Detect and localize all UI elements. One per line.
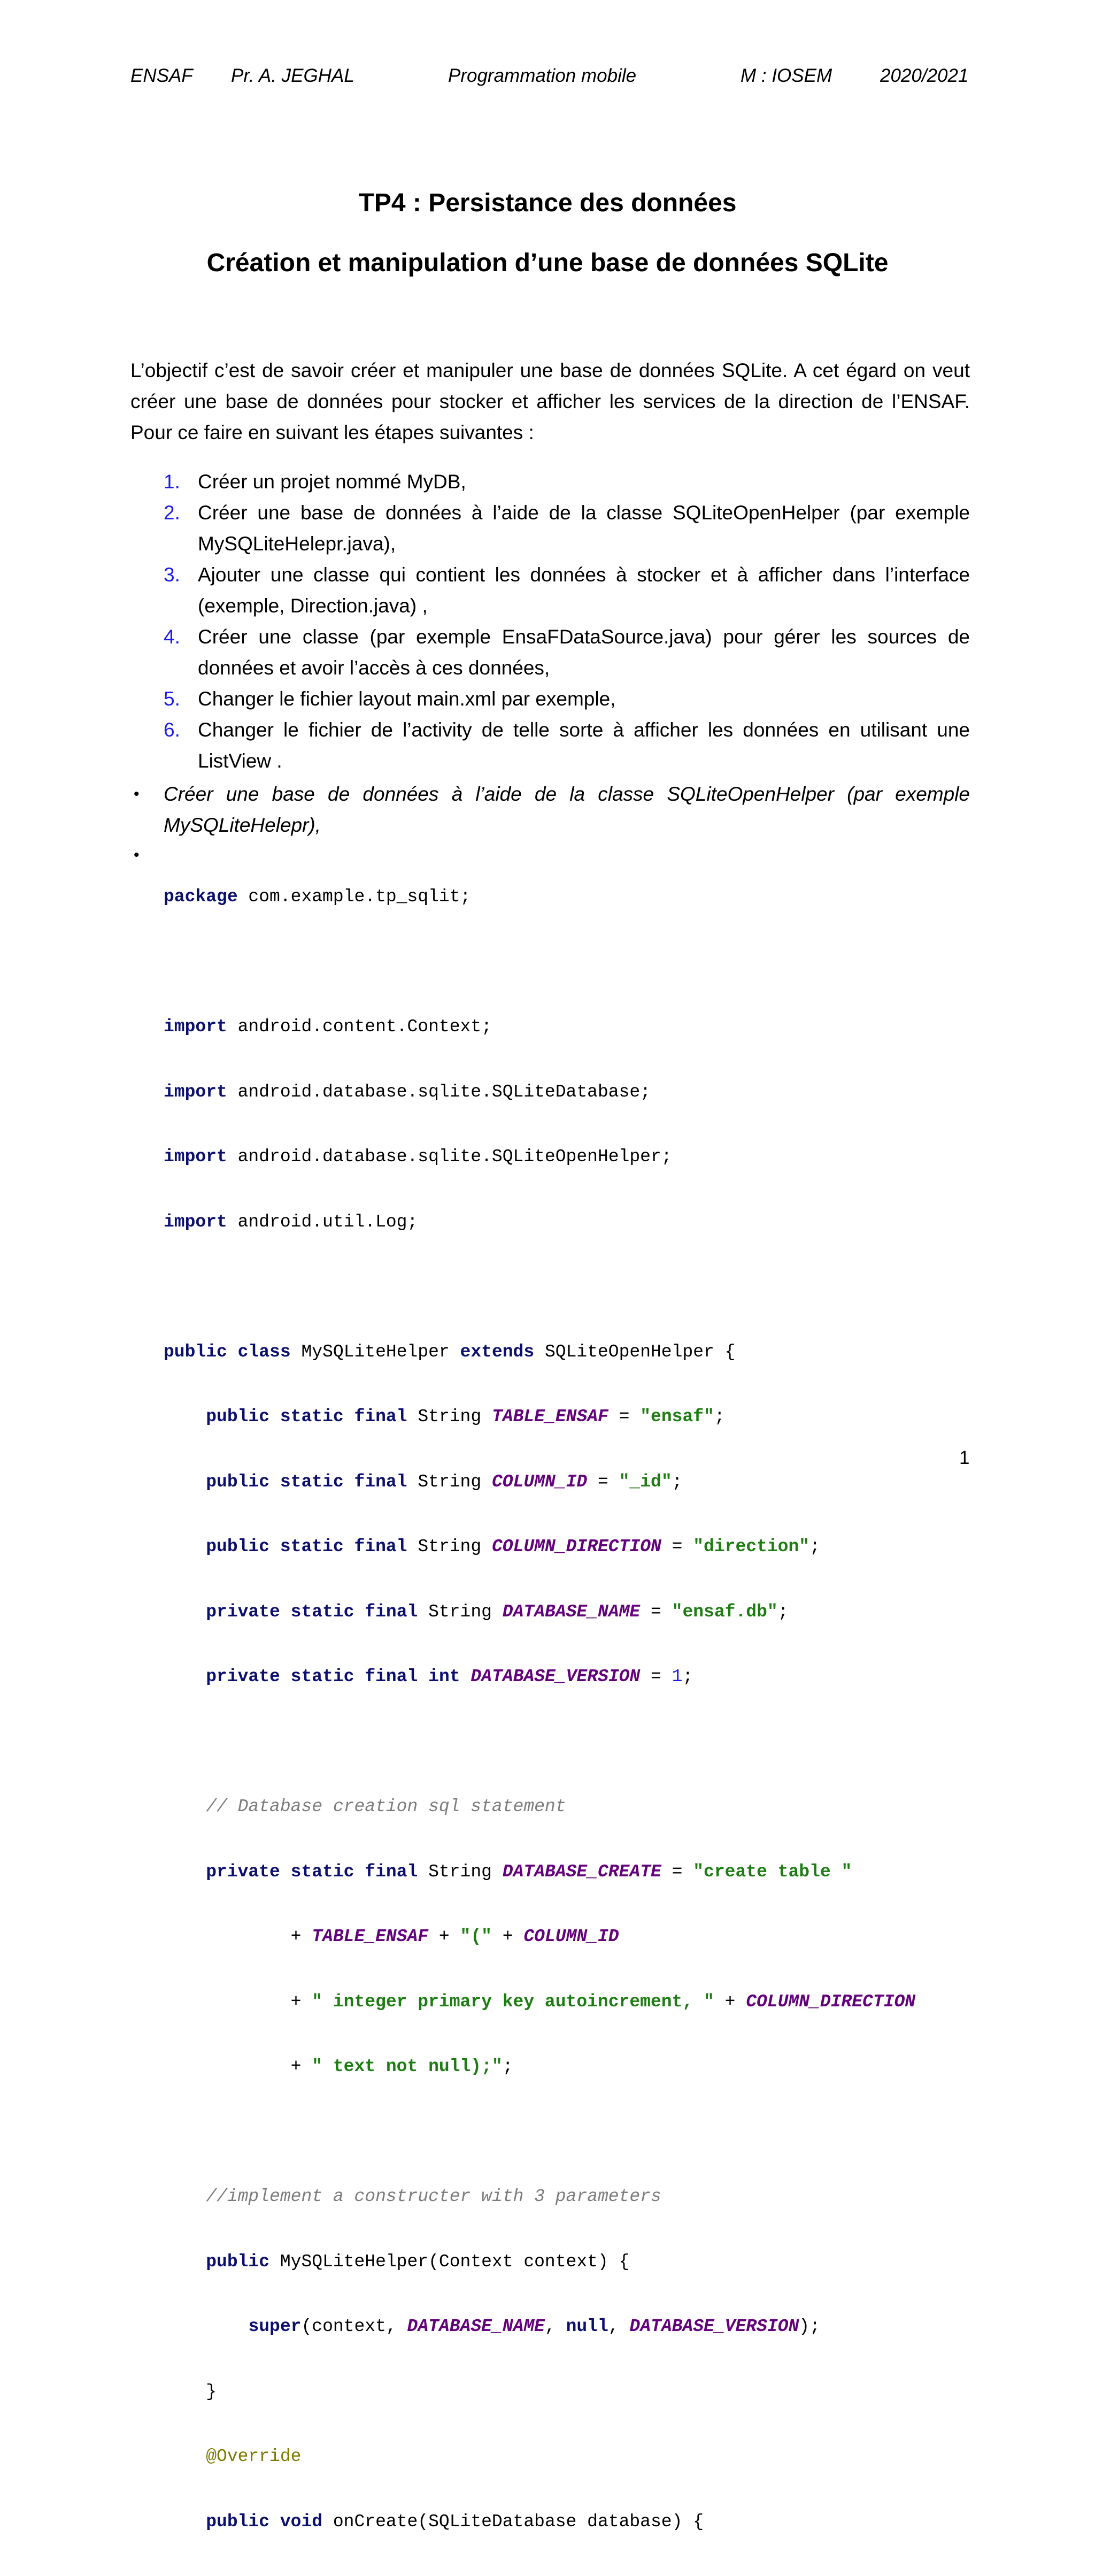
step-text: Créer un projet nommé MyDB, [198,471,466,493]
code-line: private static final String DATABASE_NAME = "ensaf.db"; [206,1601,789,1622]
code-line: import android.database.sqlite.SQLiteOpenHelper; [164,1147,672,1167]
code-line: public class MySQLiteHelper extends SQLiteOpenHelper { [164,1341,736,1362]
code-line: public MySQLiteHelper(Context context) { [206,2251,630,2272]
step-number: 1. [164,471,180,493]
step-number: 4. [164,626,180,648]
intro-line-1: L’objectif c’est de savoir créer et manipuler une base de données SQLite. A cet égard on veut [130,359,970,381]
code-comment: // Database creation sql statement [206,1797,566,1816]
code-line-blank [164,1731,915,1753]
step-text: Changer le fichier layout main.xml par exemple, [198,688,616,710]
bullet-text: Créer une base de données à l’aide de la classe SQLiteOpenHelper (par exemple MySQLiteHelepr), [164,783,970,836]
code-comment: //implement a constructer with 3 parameters [206,2187,661,2206]
code-line: + TABLE_ENSAF + "(" + COLUMN_ID [164,1927,619,1946]
code-line: public static final String COLUMN_DIRECTION = "direction"; [206,1537,820,1557]
code-line: private static final String DATABASE_CREATE = "create table " [206,1861,852,1882]
intro-paragraph [130,355,970,448]
page-number: 1 [959,1447,970,1468]
step-number: 2. [164,502,180,524]
step-number: 5. [164,688,180,710]
code-line-blank [164,952,915,973]
step-text: Ajouter une classe qui contient les données à stocker et à afficher dans l’interface (exemple, Direction.java) , [198,564,970,617]
code-block [164,843,915,2576]
steps-list [130,466,970,777]
code-line: + " integer primary key autoincrement, " + COLUMN_DIRECTION [164,1991,916,2012]
bullet-item [130,779,970,841]
intro-line-2: créer une base de données pour stocker et afficher les services de la direction de l’ENSAF. [130,390,970,412]
step-text: Changer le fichier de l’activity de telle sorte à afficher les données en utilisant une ListView . [198,719,970,772]
header-master: M : IOSEM [741,65,832,86]
step-number: 3. [164,564,180,586]
list-item [130,684,970,715]
code-line: public static final String TABLE_ENSAF = "ensaf"; [206,1407,725,1427]
page-title: TP4 : Persistance des données [358,189,737,217]
code-line: public void onCreate(SQLiteDatabase database) { [206,2511,704,2532]
header-course: Programmation mobile [448,65,637,86]
code-line: import android.util.Log; [164,1212,418,1232]
code-line: public static final String COLUMN_ID = "_id"; [206,1471,683,1492]
list-item [130,466,970,497]
header-school: ENSAF [130,65,193,86]
step-text: Créer une classe (par exemple EnsaFDataSource.java) pour gérer les sources de données et avoir l’accès à ces données, [198,626,970,679]
code-line: super(context, DATABASE_NAME, null, DATABASE_VERSION); [248,2317,820,2336]
list-item [130,715,970,777]
list-item [130,497,970,559]
bullet-dot: • [134,846,140,864]
code-line: } [164,2381,217,2402]
code-line: import android.content.Context; [164,1017,492,1037]
list-item [130,622,970,684]
list-item [130,559,970,622]
page-subtitle: Création et manipulation d’une base de données SQLite [206,249,889,277]
step-number: 6. [164,719,180,741]
code-line: + " text not null);"; [164,2057,513,2076]
code-line: private static final int DATABASE_VERSION = 1; [206,1667,693,1686]
step-text: Créer une base de données à l’aide de la classe SQLiteOpenHelper (par exemple MySQLiteHelepr.java), [198,502,970,555]
code-line: import android.database.sqlite.SQLiteDatabase; [164,1082,651,1102]
code-line-blank [164,2121,915,2143]
code-line: package com.example.tp_sqlit; [164,887,471,907]
bullet-dot: • [134,785,140,803]
code-line-blank [164,1276,915,1298]
header-author: Pr. A. JEGHAL [231,65,354,86]
intro-line-3: Pour ce faire en suivant les étapes suivantes : [130,421,534,443]
code-annotation: @Override [206,2447,302,2466]
header-year: 2020/2021 [880,65,969,86]
